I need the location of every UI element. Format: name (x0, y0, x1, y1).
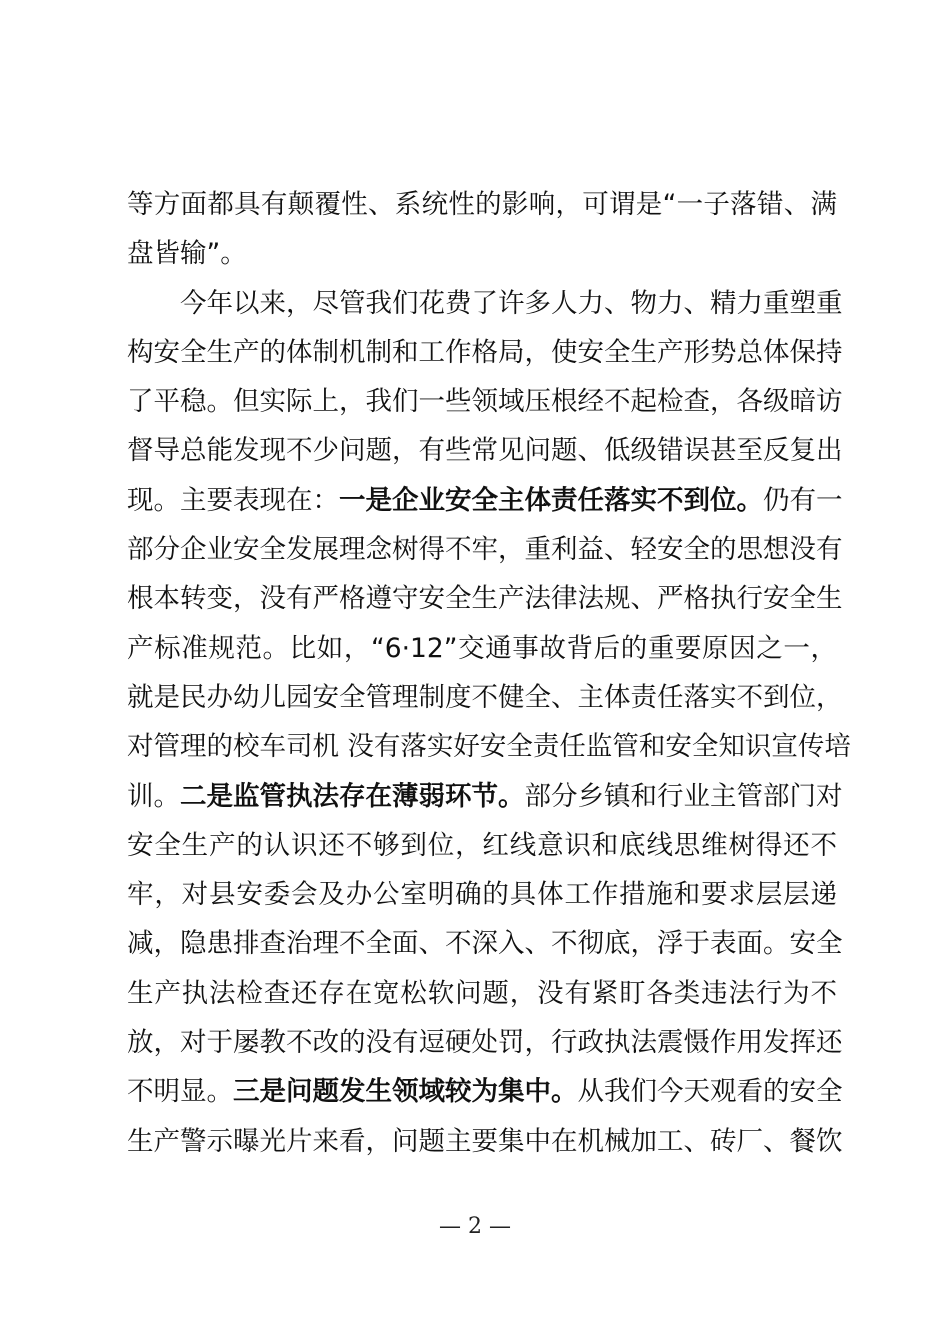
text-line: 根本转变，没有严格遵守安全生产法律法规、严格执行安全生 (127, 583, 843, 615)
text-line: 了平稳。但实际上，我们一些领域压根经不起检查，各级暗访 (127, 386, 843, 418)
text-segment: 现。主要表现在： (127, 484, 339, 516)
text-line: 放，对于屡教不改的没有逗硬处罚，行政执法震慑作用发挥还 (127, 1027, 843, 1059)
text-line: 部分企业安全发展理念树得不牢，重利益、轻安全的思想没有 (127, 534, 843, 566)
bold-heading-two: 二是监管执法存在薄弱环节。 (180, 780, 525, 812)
text-line (127, 476, 843, 525)
text-line: 牢，对县安委会及办公室明确的具体工作措施和要求层层递 (127, 879, 837, 911)
text-line: 生产执法检查还存在宽松软问题，没有紧盯各类违法行为不 (127, 977, 837, 1009)
text-line: 督导总能发现不少问题，有些常见问题、低级错误甚至反复出 (127, 435, 843, 467)
paragraph-start-line: 今年以来，尽管我们花费了许多人力、物力、精力重塑重 (180, 287, 843, 319)
bold-heading-three: 三是问题发生领域较为集中。 (233, 1076, 578, 1108)
text-line: 等方面都具有颠覆性、系统性的影响，可谓是“一子落错、满 (127, 189, 837, 220)
text-line (127, 1067, 843, 1116)
text-line: 对管理的校车司机 没有落实好安全责任监管和安全知识宣传培 (127, 731, 851, 763)
text-line: 盘皆输”。 (127, 238, 247, 270)
text-line (127, 772, 843, 821)
text-line: 构安全生产的体制机制和工作格局，使安全生产形势总体保持 (127, 336, 843, 368)
text-segment: 从我们今天观看的安全 (577, 1076, 843, 1108)
page-number: — 2 — (439, 1214, 511, 1239)
text-line: 安全生产的认识还不够到位，红线意识和底线思维树得还不 (127, 829, 837, 861)
text-line: 就是民办幼儿园安全管理制度不健全、主体责任落实不到位， (127, 681, 843, 713)
text-line: 生产警示曝光片来看，问题主要集中在机械加工、砖厂、餐饮 (127, 1125, 843, 1157)
text-segment: 不明显。 (127, 1076, 233, 1108)
text-segment: 训。 (127, 780, 180, 812)
text-segment: 仍有一 (763, 484, 843, 516)
text-line: 减，隐患排查治理不全面、不深入、不彻底，浮于表面。安全 (127, 928, 843, 960)
bold-heading-one: 一是企业安全主体责任落实不到位。 (339, 484, 763, 516)
text-segment: 部分乡镇和行业主管部门对 (524, 780, 843, 812)
body-text (127, 180, 851, 1166)
text-line: 产标准规范。比如，“6·12”交通事故背后的重要原因之一， (127, 632, 837, 664)
